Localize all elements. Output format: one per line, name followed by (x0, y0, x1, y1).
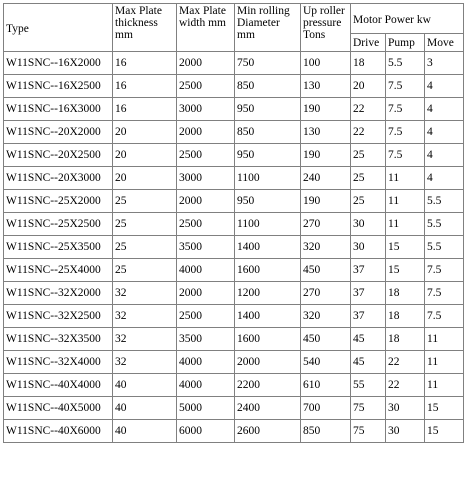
cell-thickness: 16 (113, 75, 177, 98)
cell-diameter: 1100 (235, 213, 301, 236)
cell-thickness: 25 (113, 190, 177, 213)
table-row (4, 75, 464, 98)
cell-type: W11SNC--16X2500 (4, 75, 113, 98)
cell-pressure: 450 (301, 259, 351, 282)
cell-thickness: 16 (113, 52, 177, 75)
cell-drive: 37 (351, 305, 386, 328)
cell-drive: 75 (351, 420, 386, 443)
table-row (4, 236, 464, 259)
cell-pump: 7.5 (386, 98, 425, 121)
cell-diameter: 2200 (235, 374, 301, 397)
cell-pressure: 240 (301, 167, 351, 190)
cell-type: W11SNC--25X2000 (4, 190, 113, 213)
cell-drive: 45 (351, 328, 386, 351)
cell-diameter: 950 (235, 98, 301, 121)
cell-width: 4000 (177, 259, 235, 282)
cell-pump: 18 (386, 328, 425, 351)
cell-width: 2500 (177, 75, 235, 98)
cell-thickness: 32 (113, 328, 177, 351)
cell-thickness: 40 (113, 420, 177, 443)
cell-drive: 30 (351, 236, 386, 259)
table-row (4, 282, 464, 305)
cell-pump: 11 (386, 190, 425, 213)
cell-pressure: 540 (301, 351, 351, 374)
cell-pump: 15 (386, 236, 425, 259)
cell-type: W11SNC--25X3500 (4, 236, 113, 259)
header-drive: Drive (351, 34, 386, 52)
table-row (4, 144, 464, 167)
cell-width: 6000 (177, 420, 235, 443)
cell-pump: 30 (386, 420, 425, 443)
cell-diameter: 950 (235, 144, 301, 167)
header-row (4, 4, 464, 34)
cell-width: 2500 (177, 213, 235, 236)
cell-pressure: 610 (301, 374, 351, 397)
table-row (4, 98, 464, 121)
cell-drive: 25 (351, 167, 386, 190)
cell-type: W11SNC--16X2000 (4, 52, 113, 75)
table-row (4, 328, 464, 351)
cell-type: W11SNC--16X3000 (4, 98, 113, 121)
table-body (4, 52, 464, 443)
cell-width: 3000 (177, 98, 235, 121)
table-row (4, 167, 464, 190)
cell-thickness: 25 (113, 236, 177, 259)
cell-type: W11SNC--20X2500 (4, 144, 113, 167)
table-row (4, 420, 464, 443)
cell-drive: 22 (351, 121, 386, 144)
cell-move: 11 (425, 374, 464, 397)
header-type: Type (4, 4, 113, 52)
cell-move: 11 (425, 351, 464, 374)
cell-type: W11SNC--32X4000 (4, 351, 113, 374)
cell-pressure: 190 (301, 144, 351, 167)
cell-pump: 15 (386, 259, 425, 282)
cell-pump: 22 (386, 351, 425, 374)
cell-pressure: 130 (301, 121, 351, 144)
header-motor-power: Motor Power kw (351, 4, 464, 34)
cell-diameter: 1100 (235, 167, 301, 190)
cell-diameter: 2600 (235, 420, 301, 443)
cell-width: 2000 (177, 282, 235, 305)
header-diameter: Min rolling Diameter mm (235, 4, 301, 52)
cell-thickness: 40 (113, 397, 177, 420)
cell-pressure: 450 (301, 328, 351, 351)
cell-width: 2000 (177, 121, 235, 144)
cell-move: 15 (425, 397, 464, 420)
cell-width: 3500 (177, 328, 235, 351)
cell-pump: 7.5 (386, 121, 425, 144)
cell-thickness: 16 (113, 98, 177, 121)
table-row (4, 305, 464, 328)
cell-width: 3500 (177, 236, 235, 259)
cell-move: 5.5 (425, 213, 464, 236)
cell-width: 3000 (177, 167, 235, 190)
cell-thickness: 25 (113, 259, 177, 282)
cell-type: W11SNC--20X3000 (4, 167, 113, 190)
cell-pressure: 320 (301, 305, 351, 328)
cell-thickness: 20 (113, 144, 177, 167)
cell-pump: 5.5 (386, 52, 425, 75)
cell-diameter: 750 (235, 52, 301, 75)
cell-diameter: 1200 (235, 282, 301, 305)
cell-diameter: 850 (235, 121, 301, 144)
cell-type: W11SNC--25X2500 (4, 213, 113, 236)
header-thickness: Max Plate thickness mm (113, 4, 177, 52)
table-row (4, 397, 464, 420)
cell-width: 2000 (177, 52, 235, 75)
cell-drive: 45 (351, 351, 386, 374)
cell-thickness: 32 (113, 305, 177, 328)
cell-width: 4000 (177, 374, 235, 397)
cell-drive: 20 (351, 75, 386, 98)
cell-move: 7.5 (425, 305, 464, 328)
table-row (4, 374, 464, 397)
spec-table-container (3, 3, 464, 443)
cell-pressure: 100 (301, 52, 351, 75)
header-pressure: Up roller pressure Tons (301, 4, 351, 52)
cell-thickness: 40 (113, 374, 177, 397)
cell-width: 2500 (177, 144, 235, 167)
cell-drive: 37 (351, 259, 386, 282)
cell-width: 2500 (177, 305, 235, 328)
cell-type: W11SNC--20X2000 (4, 121, 113, 144)
cell-thickness: 20 (113, 167, 177, 190)
cell-pump: 7.5 (386, 144, 425, 167)
cell-pump: 7.5 (386, 75, 425, 98)
header-pump: Pump (386, 34, 425, 52)
cell-diameter: 2400 (235, 397, 301, 420)
cell-pressure: 270 (301, 213, 351, 236)
cell-pressure: 190 (301, 190, 351, 213)
cell-drive: 30 (351, 213, 386, 236)
table-row (4, 190, 464, 213)
cell-diameter: 2000 (235, 351, 301, 374)
cell-diameter: 1400 (235, 305, 301, 328)
cell-diameter: 950 (235, 190, 301, 213)
cell-width: 4000 (177, 351, 235, 374)
cell-type: W11SNC--32X3500 (4, 328, 113, 351)
spec-table (3, 3, 464, 443)
cell-drive: 75 (351, 397, 386, 420)
table-row (4, 351, 464, 374)
cell-pressure: 700 (301, 397, 351, 420)
cell-pressure: 130 (301, 75, 351, 98)
cell-pressure: 320 (301, 236, 351, 259)
cell-type: W11SNC--25X4000 (4, 259, 113, 282)
cell-pump: 18 (386, 305, 425, 328)
cell-move: 7.5 (425, 282, 464, 305)
cell-width: 2000 (177, 190, 235, 213)
cell-pump: 11 (386, 213, 425, 236)
cell-move: 11 (425, 328, 464, 351)
header-move: Move (425, 34, 464, 52)
cell-type: W11SNC--32X2000 (4, 282, 113, 305)
cell-drive: 25 (351, 190, 386, 213)
cell-pressure: 850 (301, 420, 351, 443)
cell-diameter: 1600 (235, 259, 301, 282)
cell-pump: 11 (386, 167, 425, 190)
cell-thickness: 20 (113, 121, 177, 144)
cell-move: 5.5 (425, 236, 464, 259)
cell-drive: 25 (351, 144, 386, 167)
cell-pressure: 190 (301, 98, 351, 121)
cell-move: 15 (425, 420, 464, 443)
cell-drive: 22 (351, 98, 386, 121)
cell-thickness: 32 (113, 351, 177, 374)
cell-width: 5000 (177, 397, 235, 420)
cell-diameter: 850 (235, 75, 301, 98)
table-row (4, 213, 464, 236)
header-width: Max Plate width mm (177, 4, 235, 52)
cell-drive: 37 (351, 282, 386, 305)
cell-pump: 22 (386, 374, 425, 397)
cell-pressure: 270 (301, 282, 351, 305)
cell-move: 4 (425, 121, 464, 144)
cell-type: W11SNC--40X4000 (4, 374, 113, 397)
cell-drive: 18 (351, 52, 386, 75)
cell-diameter: 1600 (235, 328, 301, 351)
cell-type: W11SNC--32X2500 (4, 305, 113, 328)
cell-type: W11SNC--40X5000 (4, 397, 113, 420)
cell-move: 3 (425, 52, 464, 75)
cell-pump: 30 (386, 397, 425, 420)
cell-thickness: 32 (113, 282, 177, 305)
cell-move: 4 (425, 167, 464, 190)
table-row (4, 52, 464, 75)
cell-type: W11SNC--40X6000 (4, 420, 113, 443)
cell-move: 4 (425, 75, 464, 98)
cell-move: 7.5 (425, 259, 464, 282)
table-row (4, 121, 464, 144)
cell-drive: 55 (351, 374, 386, 397)
cell-thickness: 25 (113, 213, 177, 236)
cell-move: 4 (425, 98, 464, 121)
cell-pump: 18 (386, 282, 425, 305)
cell-move: 5.5 (425, 190, 464, 213)
cell-move: 4 (425, 144, 464, 167)
table-row (4, 259, 464, 282)
cell-diameter: 1400 (235, 236, 301, 259)
